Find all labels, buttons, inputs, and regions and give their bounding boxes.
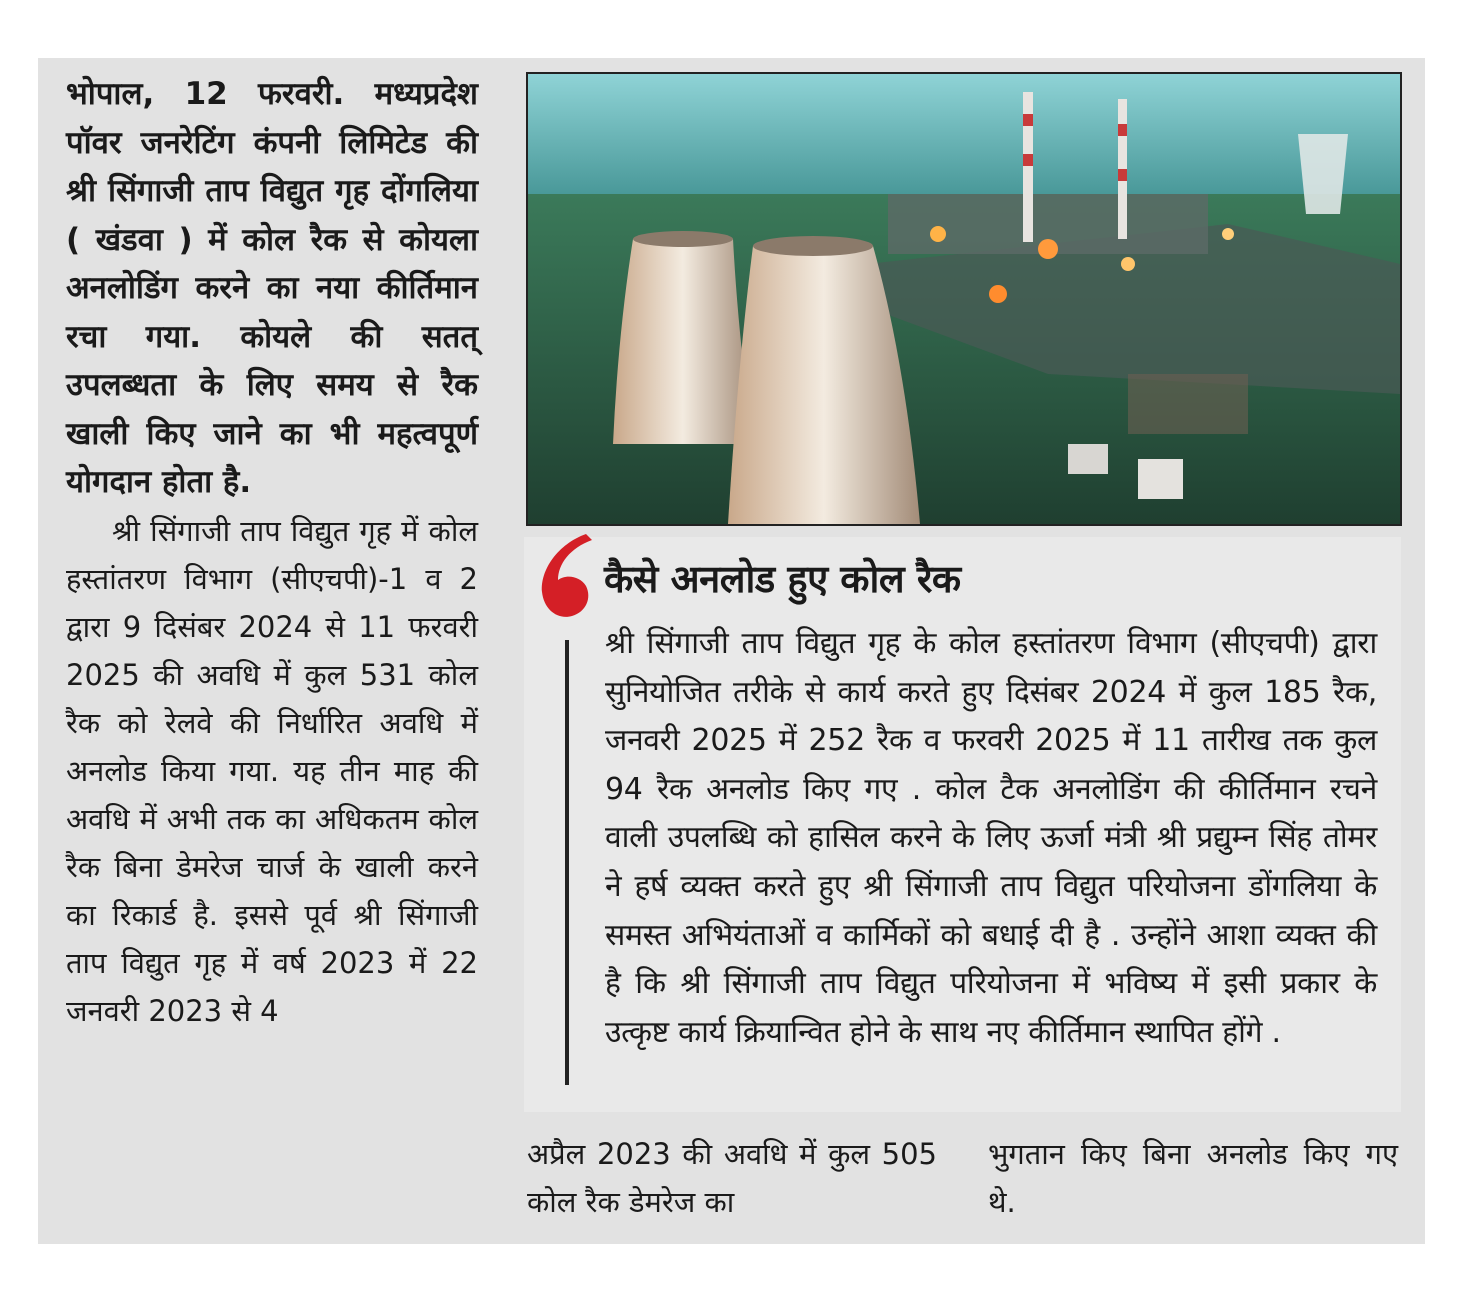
- article-continued-col2: भुगतान किए बिना अनलोड किए गए थे.: [988, 1137, 1398, 1219]
- article-body: श्री सिंगाजी ताप विद्युत गृह में कोल हस्तांतरण विभाग (सीएचपी)-1 व 2 द्वारा 9 दिसंबर 2024 से 11 फरवरी 2025 की अवधि में कुल 531 कोल रैक को रेलवे की निर्धारित अवधि में अनलोड किया गया. यह तीन माह की अवधि में अभी तक का अधिकतम कोल रैक बिना डेमरेज चार्ज के खाली करने का रिकार्ड है. इससे पूर्व श्री सिंगाजी ताप विद्युत गृह में वर्ष 2023 में 22 जनवरी 2023 से 4: [66, 513, 478, 1028]
- box-body: श्री सिंगाजी ताप विद्युत गृह के कोल हस्तांतरण विभाग (सीएचपी) द्वारा सुनियोजित तरीके से कार्य करते हुए दिसंबर 2024 में कुल 185 रैक, जनवरी 2025 में 252 रैक व फरवरी 2025 में 11 तारीख तक कुल 94 रैक अनलोड किए गए . कोल टैक अनलोडिंग की कीर्तिमान रचने वाली उपलब्धि को हासिल करने के लिए ऊर्जा मंत्री श्री प्रद्युम्न सिंह तोमर ने हर्ष व्यक्त करते हुए श्री सिंगाजी ताप विद्युत परियोजना डोंगलिया के समस्त अभियंताओं व कार्मिकों को बधाई दी है . उन्होंने आशा व्यक्त की है कि श्री सिंगाजी ताप विद्युत परियोजना में भविष्य में इसी प्रकार के उत्कृष्ट कार्य क्रियान्वित होने के साथ नए कीर्तिमान स्थापित होंगे .: [605, 626, 1377, 1050]
- article-continued-col1: अप्रैल 2023 की अवधि में कुल 505 कोल रैक डेमरेज का: [527, 1137, 937, 1219]
- box-title: कैसे अनलोड हुए कोल रैक: [604, 557, 961, 601]
- quote-mark-icon: [536, 530, 600, 622]
- left-column: [66, 70, 478, 1035]
- article-lead: भोपाल, 12 फरवरी. मध्यप्रदेश पॉवर जनरेटिंग कंपनी लिमिटेड की श्री सिंगाजी ताप विद्युत गृह दोंगलिया ( खंडवा ) में कोल रैक से कोयला अनलोडिंग करने का नया कीर्तिमान रचा गया. कोयले की सतत् उपलब्धता के लिए समय से रैक खाली किए जाने का भी महत्वपूर्ण योगदान होता है.: [66, 76, 478, 500]
- plant-illustration: [528, 74, 1400, 524]
- power-plant-photo: [526, 72, 1402, 526]
- box-divider: [565, 640, 569, 1085]
